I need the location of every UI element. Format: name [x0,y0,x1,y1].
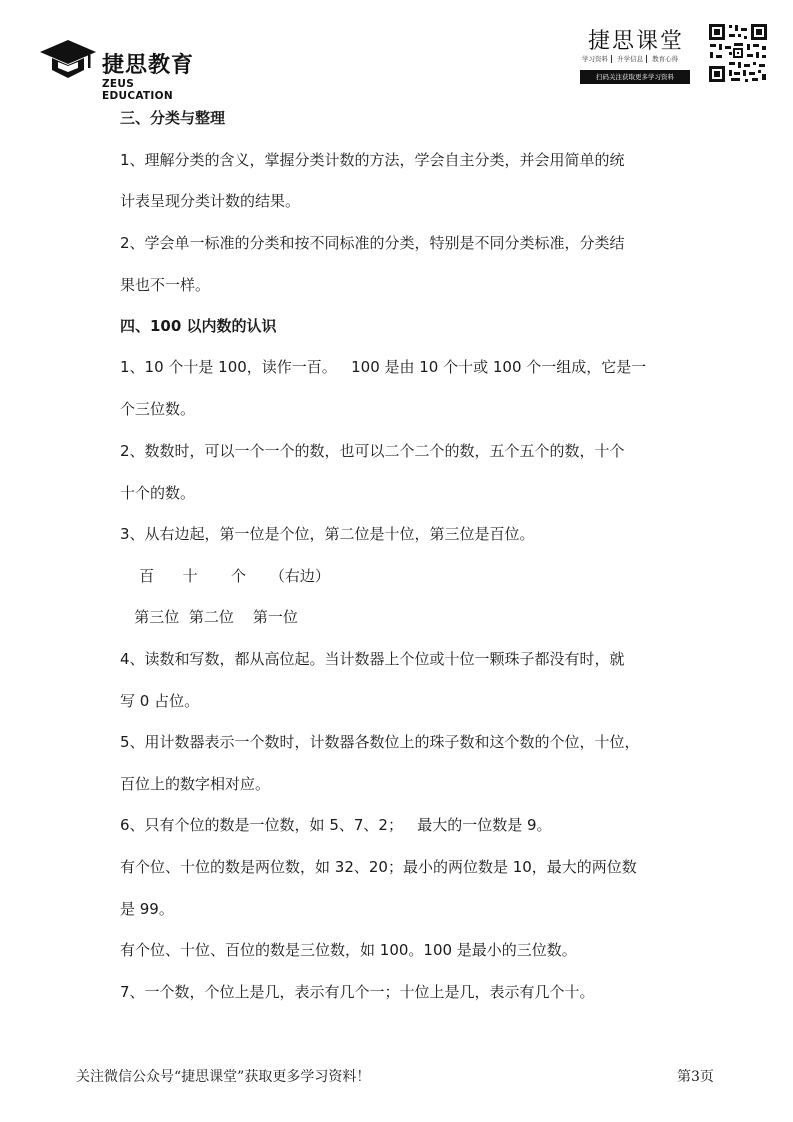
paragraph-line: 个三位数。 [120,400,196,418]
page-number: 第3页 [677,1069,714,1085]
section-heading-numbers-within-100: 四、100 以内数的认识 [120,317,277,335]
brand-tag: 学习资料 [582,55,608,63]
paragraph-line: 1、理解分类的含义，掌握分类计数的方法，学会自主分类，并会用简单的统 [120,151,625,169]
section-heading-classification: 三、分类与整理 [120,109,226,127]
brand-tag: 升学信息 [617,55,644,63]
brand-title: 捷思课堂 [588,29,685,54]
paragraph-line: 5、用计数器表示一个数时，计数器各数位上的珠子数和这个数的个位，十位， [120,733,640,751]
paragraph-line: 7、一个数，个位上是几，表示有几个一；十位上是几，表示有几个十。 [120,983,595,1001]
paragraph-line: 4、读数和写数，都从高位起。当计数器上个位或十位一颗珠子都没有时，就 [120,650,625,668]
place-value-row: 百 十 个 （右边） [120,567,330,585]
brand-tags [580,54,680,63]
qr-code-icon[interactable] [707,22,769,84]
logo-chinese-text: 捷思教育 [102,53,195,78]
paragraph-line: 计表呈现分类计数的结果。 [120,192,301,210]
brand-scan-banner: 扫码关注获取更多学习资料 [580,70,690,84]
paragraph-line: 2、数数时，可以一个一个的数，也可以二个二个的数，五个五个的数，十个 [120,442,625,460]
logo-english-text: ZEUS EDUCATION [102,78,173,102]
brand-tag: 教育心得 [652,55,679,63]
paragraph-line: 写 0 占位。 [120,692,200,710]
paragraph-line: 有个位、十位、百位的数是三位数，如 100。100 是最小的三位数。 [120,941,577,959]
footer-note: 关注微信公众号“捷思课堂”获取更多学习资料！ [76,1069,371,1085]
paragraph-line: 有个位、十位的数是两位数，如 32、20；最小的两位数是 10，最大的两位数 [120,858,637,876]
position-row: 第三位 第二位 第一位 [120,608,298,626]
paragraph-line: 6、只有个位的数是一位数，如 5、7、2； 最大的一位数是 9。 [120,816,552,834]
paragraph-line: 是 99。 [120,900,174,918]
graduation-cap-logo-icon [38,38,98,84]
paragraph-line: 3、从右边起，第一位是个位，第二位是十位，第三位是百位。 [120,525,535,543]
paragraph-line: 2、学会单一标准的分类和按不同标准的分类，特别是不同分类标准，分类结 [120,234,625,252]
paragraph-line: 果也不一样。 [120,276,211,294]
zeus-education-logo [38,38,208,102]
paragraph-line: 百位上的数字相对应。 [120,775,271,793]
paragraph-line: 十个的数。 [120,484,196,502]
brand-block [578,24,694,88]
paragraph-line: 1、10 个十是 100，读作一百。 100 是由 10 个十或 100 个一组成，它是一 [120,358,647,376]
